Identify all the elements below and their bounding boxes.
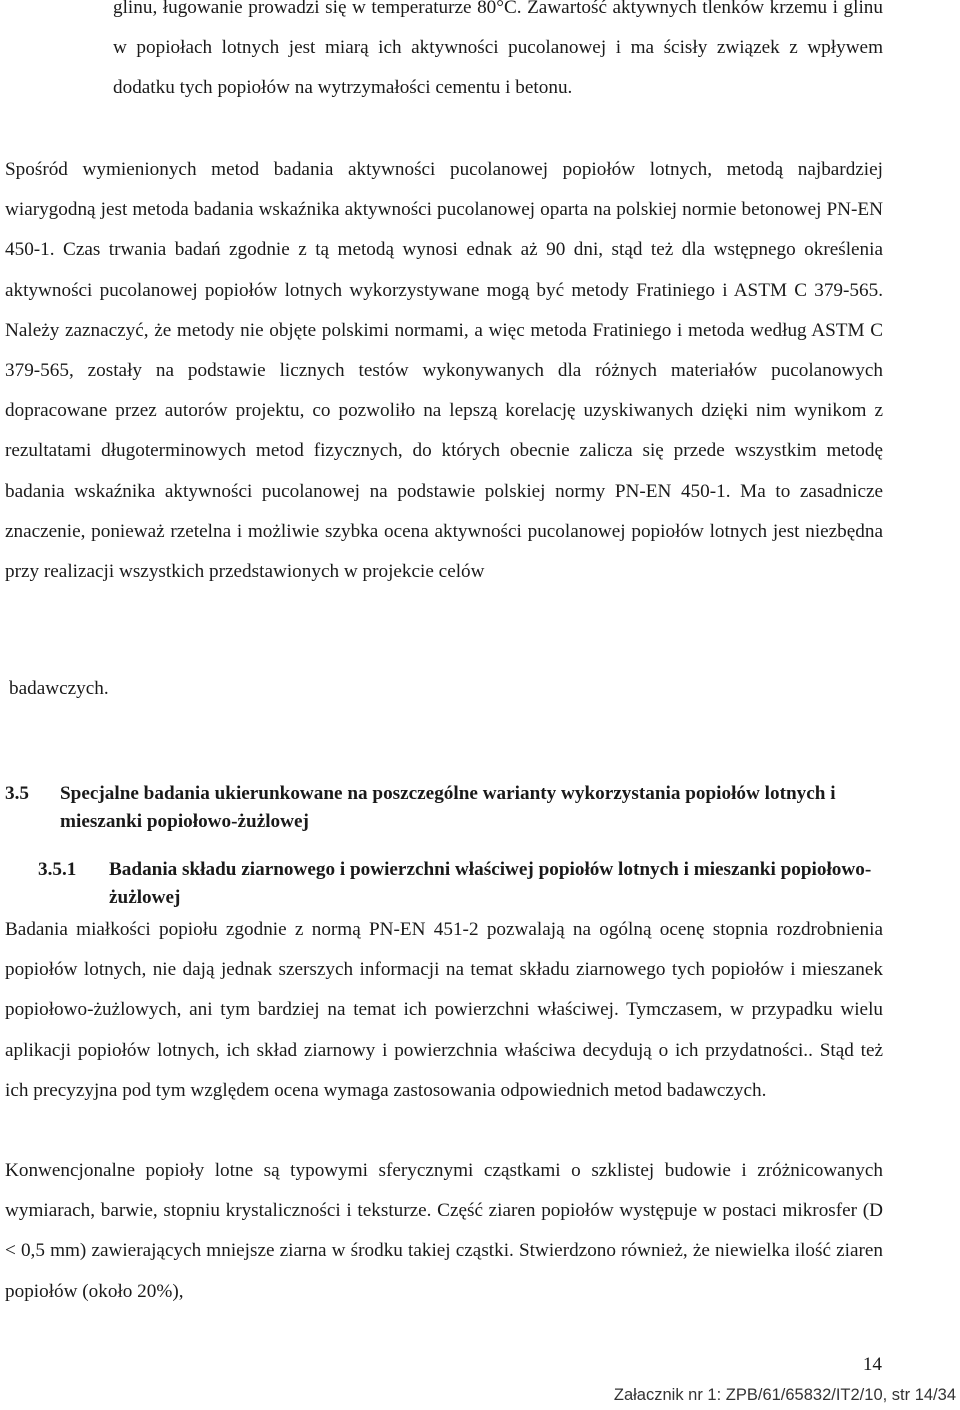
- subsection-number: 3.5.1: [38, 859, 77, 880]
- section-title: Specjalne badania ukierunkowane na poszczególne warianty wykorzystania popiołów lotnych i mieszanki popiołowo-żużlowej: [60, 783, 836, 832]
- page-number: 14: [862, 1354, 882, 1375]
- paragraph-intro-continuation: glinu, ługowanie prowadzi się w temperaturze 80°C. Zawartość aktywnych tlenków krzemu i glinu w popiołach lotnych jest miarą ich aktywności pucolanowej i ma ścisły związek z wpływem dodatku tych popiołów na wytrzymałości cementu i betonu.: [113, 0, 883, 99]
- section-heading-3-5: [5, 780, 885, 836]
- paragraph-fineness-tests: Badania miałkości popiołu zgodnie z normą PN-EN 451-2 pozwalają na ogólną ocenę stopnia rozdrobnienia popiołów lotnych, nie dają jednak szerszych informacji na temat składu ziarnowego tych popiołów i mieszanek popiołowo-żużlowych, ani tym bardziej na temat ich powierzchni właściwej. Tymczasem, w przypadku wielu aplikacji popiołów lotnych, ich skład ziarnowy i powierzchnia właściwa decydują o ich przydatności.. Stąd też ich precyzyjna pod tym względem ocena wymaga zastosowania odpowiednich metod badawczych.: [5, 919, 883, 1101]
- paragraph-pozzolanic-methods-tail: badawczych.: [9, 678, 109, 699]
- section-heading-3-5-1: [38, 856, 888, 912]
- paragraph-conventional-fly-ash: Konwencjonalne popioły lotne są typowymi sferycznymi cząstkami o szklistej budowie i zróżnicowanych wymiarach, barwie, stopniu krystaliczności i teksturze. Część ziaren popiołów występuje w postaci mikrosfer (D < 0,5 mm) zawierających mniejsze ziarna w środku takiej cząstki. Stwierdzono również, że niewielka ilość ziaren popiołów (około 20%),: [5, 1160, 883, 1302]
- subsection-title: Badania składu ziarnowego i powierzchni właściwej popiołów lotnych i mieszanki popiołowo-żużlowej: [109, 859, 872, 908]
- section-number: 3.5: [5, 783, 29, 804]
- footer-attachment-reference: Załacznik nr 1: ZPB/61/65832/IT2/10, str 14/34: [613, 1386, 956, 1404]
- paragraph-pozzolanic-methods: Spośród wymienionych metod badania aktywności pucolanowej popiołów lotnych, metodą najbardziej wiarygodną jest metoda badania wskaźnika aktywności pucolanowej oparta na polskiej normie betonowej PN-EN 450-1. Czas trwania badań zgodnie z tą metodą wynosi ednak aż 90 dni, stąd też dla wstępnego określenia aktywności pucolanowej popiołów lotnych wykorzystywane mogą być metody Fratiniego i ASTM C 379-565. Należy zaznaczyć, że metody nie objęte polskimi normami, a więc metoda Fratiniego i metoda według ASTM C 379-565, zostały na podstawie licznych testów wykonywanych dla różnych materiałów pucolanowych dopracowane przez autorów projektu, co pozwoliło na lepszą korelację uzyskiwanych dzięki nim wynikom z rezultatami długoterminowych metod fizycznych, do których obecnie zalicza się przede wszystkim metodę badania wskaźnika aktywności pucolanowej na podstawie polskiej normy PN-EN 450-1. Ma to zasadnicze znaczenie, ponieważ rzetelna i możliwie szybka ocena aktywności pucolanowej popiołów lotnych jest niezbędna przy realizacji wszystkich przedstawionych w projekcie celów: [5, 159, 883, 583]
